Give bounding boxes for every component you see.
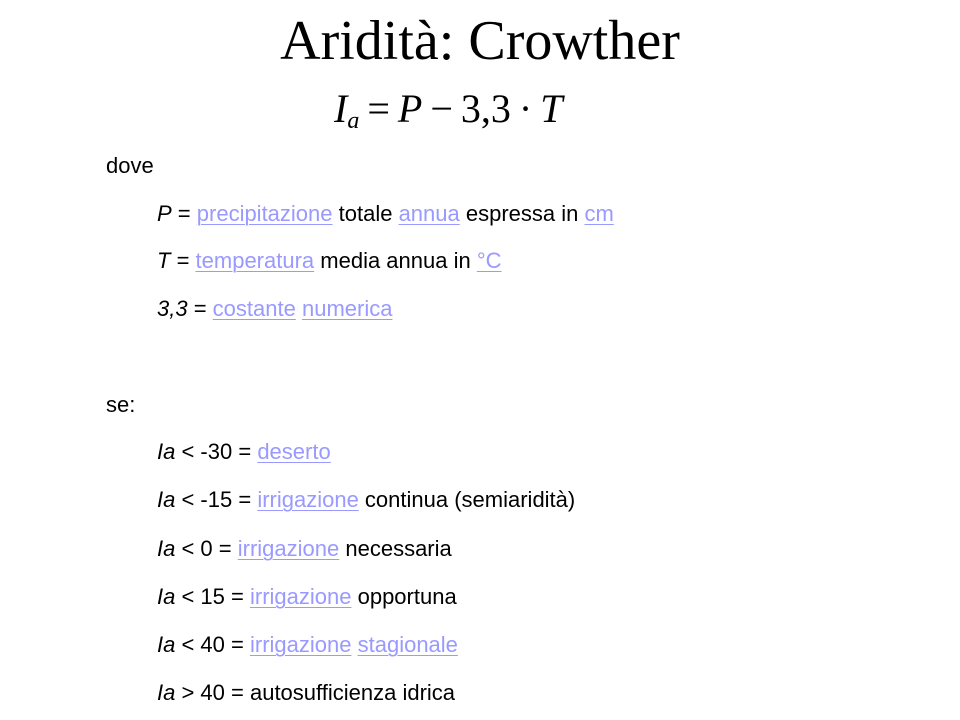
var-constant: 3,3: [157, 296, 188, 321]
formula-dot: ·: [518, 86, 533, 131]
condition-row: [157, 534, 452, 564]
condition-description: opportuna: [351, 584, 457, 609]
condition-row: [157, 630, 458, 660]
var-ia: Ia: [157, 680, 176, 705]
equals-text: =: [187, 296, 213, 321]
link-costante[interactable]: costante: [212, 296, 296, 321]
formula-minus: −: [430, 86, 453, 131]
condition-row: [157, 437, 331, 467]
text-media-annua: media annua in: [314, 248, 477, 273]
link-precipitazione[interactable]: precipitazione: [196, 201, 333, 226]
link-celsius[interactable]: °C: [476, 248, 502, 273]
link-numerica[interactable]: numerica: [301, 296, 393, 321]
slide-title: Aridità: Crowther: [280, 10, 680, 72]
link-deserto[interactable]: deserto: [257, 439, 331, 464]
var-ia: Ia: [157, 584, 176, 609]
condition-row: [157, 582, 457, 612]
text-totale: totale: [332, 201, 399, 226]
condition-text: < 40 =: [175, 632, 250, 657]
definition-p: [157, 199, 614, 229]
condition-description: necessaria: [339, 536, 452, 561]
var-ia: Ia: [157, 439, 176, 464]
var-ia: Ia: [157, 536, 176, 561]
condition-row: [157, 485, 575, 515]
link-cm[interactable]: cm: [584, 201, 614, 226]
condition-text: < 15 =: [175, 584, 250, 609]
link-irrigazione[interactable]: irrigazione: [237, 536, 340, 561]
var-ia: Ia: [157, 487, 176, 512]
definition-t: [157, 246, 502, 276]
aridity-formula: [334, 86, 562, 132]
condition-description: continua (semiaridità): [358, 487, 576, 512]
link-irrigazione[interactable]: irrigazione: [249, 584, 352, 609]
condition-text: < -30 =: [175, 439, 258, 464]
link-irrigazione[interactable]: irrigazione: [249, 632, 352, 657]
var-ia: Ia: [157, 632, 176, 657]
text-espressa: espressa in: [459, 201, 585, 226]
var-p: P: [157, 201, 172, 226]
formula-p-symbol: P: [397, 86, 423, 131]
equals-text: =: [171, 201, 197, 226]
se-heading: se:: [106, 392, 136, 417]
condition-text: > 40 = autosufficienza idrica: [175, 680, 456, 705]
condition-text: < -15 =: [175, 487, 258, 512]
formula-t-symbol: T: [540, 86, 563, 131]
formula-ia-symbol: $I_a$: [334, 86, 360, 134]
link-stagionale[interactable]: stagionale: [357, 632, 458, 657]
condition-text: < 0 =: [175, 536, 238, 561]
equals-text: =: [170, 248, 196, 273]
dove-heading: dove: [106, 153, 154, 178]
formula-equals: =: [367, 86, 390, 131]
link-temperatura[interactable]: temperatura: [195, 248, 315, 273]
link-annua[interactable]: annua: [398, 201, 460, 226]
condition-row: [157, 678, 455, 708]
definition-constant: [157, 294, 392, 324]
link-irrigazione[interactable]: irrigazione: [257, 487, 359, 512]
var-t: T: [157, 248, 171, 273]
formula-constant: 3,3: [460, 86, 511, 131]
